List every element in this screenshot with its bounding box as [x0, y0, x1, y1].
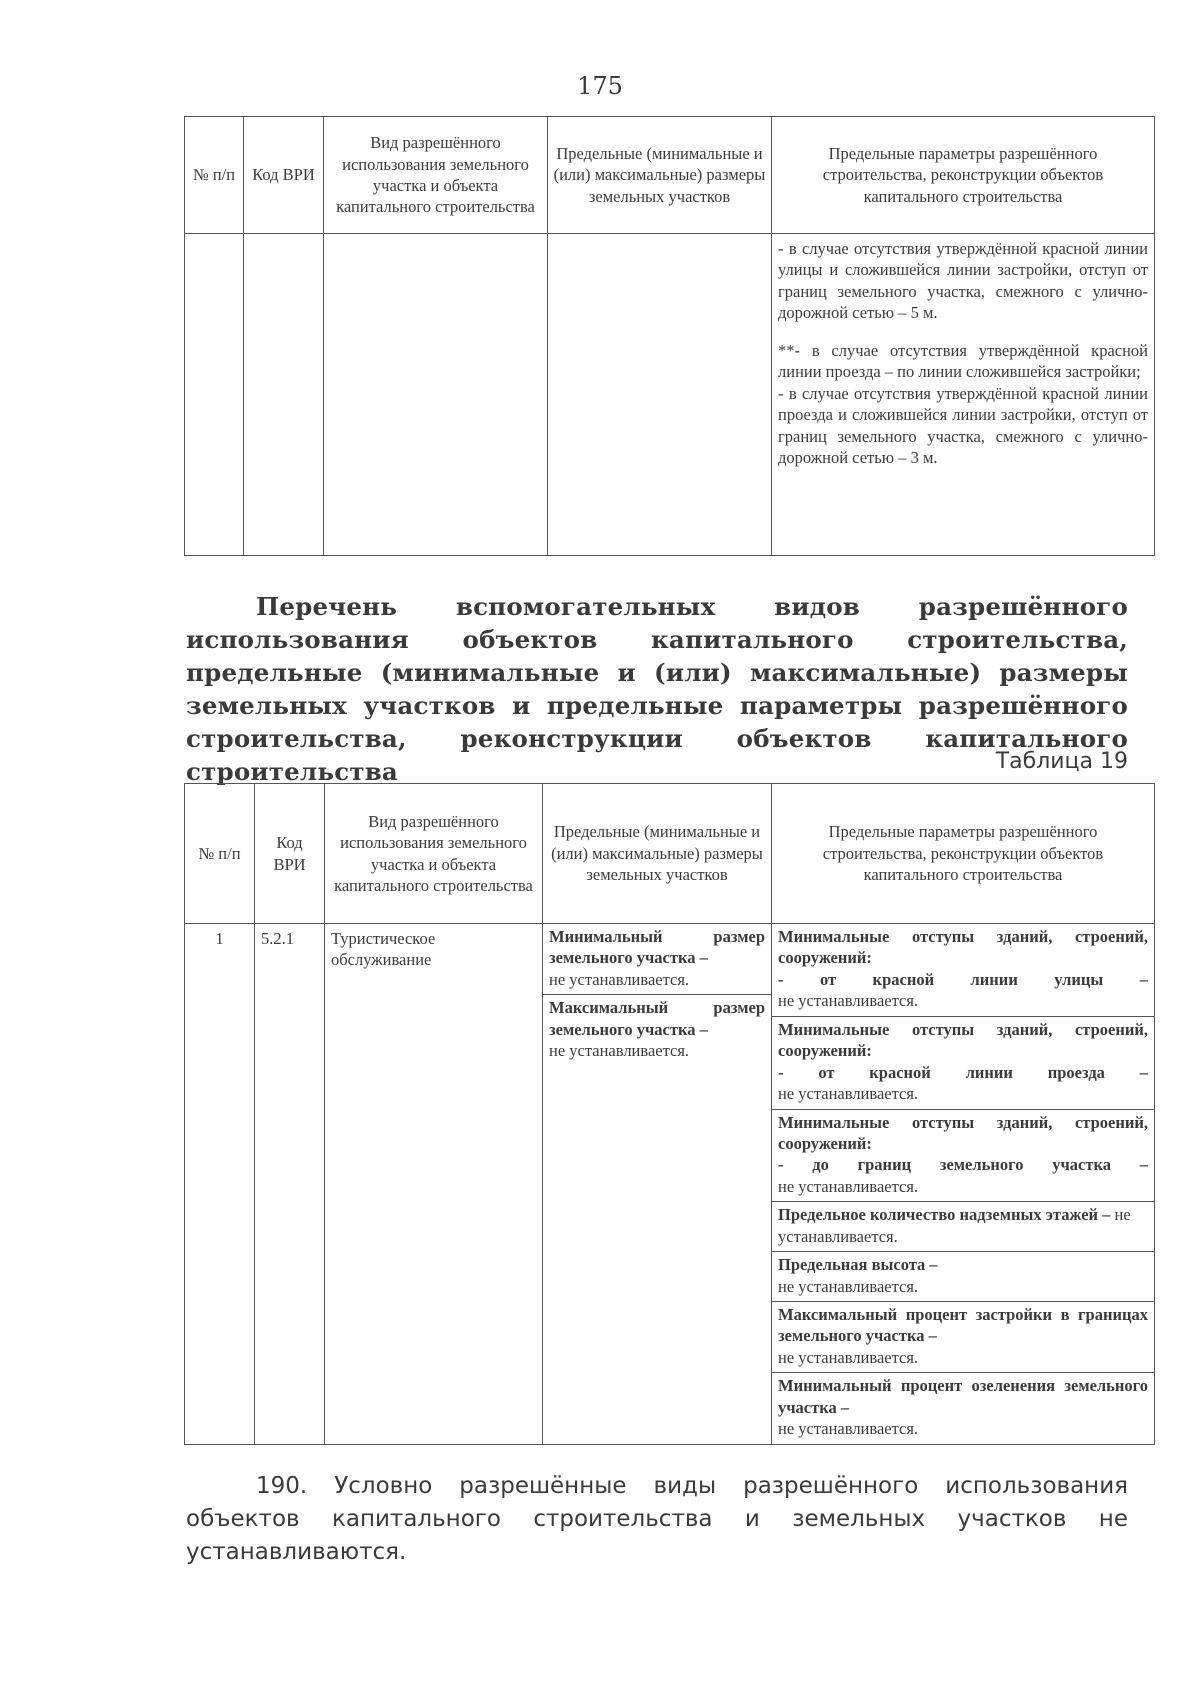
param-value: не устанавливается. — [778, 991, 919, 1011]
param-value: не устанавливается. — [778, 1347, 919, 1367]
param-value: не устанавливается. — [778, 1176, 919, 1196]
size-min-value: не устанавливается. — [549, 969, 690, 989]
param-value: не устанавливается. — [778, 1419, 919, 1439]
row-code: 5.2.1 — [255, 924, 325, 1445]
params-paragraph: - в случае отсутствия утверждённой красной линии улицы и сложившейся линии застройки, отступ от границ земельного участка, смежного с улично-дорожной сетью – 5 м. — [778, 239, 1148, 323]
row-kind: Туристическое обслуживание — [325, 924, 543, 1445]
param-label: Минимальный процент озеленения земельного участка – — [778, 1376, 1148, 1417]
param-value: не устанавливается. — [778, 1276, 919, 1296]
paragraph-190: 190. Условно разрешённые виды разрешённого использования объектов капитального строительства и земельных участков не устанавливаются. — [186, 1473, 1128, 1565]
cell-kind — [324, 234, 548, 556]
param-value: не устанавливается. — [778, 1205, 1131, 1246]
regulations-table-19 — [184, 783, 1155, 1445]
header-number: № п/п — [185, 117, 244, 234]
param-label: Предельная высота – — [778, 1255, 938, 1275]
row-number: 1 — [185, 924, 255, 1445]
cell-sizes — [548, 234, 772, 556]
table-label: Таблица 19 — [995, 749, 1128, 774]
params-paragraph: - в случае отсутствия утверждённой красной линии проезда и сложившейся линии застройки, отступ от границ земельного участка, смежного с улично-дорожной сетью – 3 м. — [778, 383, 1148, 467]
header-code: Код ВРИ — [255, 784, 325, 924]
param-label: Минимальные отступы зданий, строений, сооружений: — [778, 1019, 1148, 1061]
header-kind: Вид разрешённого использования земельного участка и объекта капитального строительства — [324, 117, 548, 234]
cell-number — [185, 234, 244, 556]
param-label: Минимальные отступы зданий, строений, сооружений: — [778, 1112, 1148, 1153]
header-kind: Вид разрешённого использования земельного участка и объекта капитального строительства — [325, 784, 543, 924]
param-label: Предельное количество надземных этажей – — [778, 1205, 1111, 1225]
cell-code — [244, 234, 324, 556]
size-min-label: Минимальный размер земельного участка – — [549, 927, 765, 968]
cell-params — [772, 234, 1155, 556]
row-params — [772, 924, 1155, 1445]
size-max-label: Максимальный размер земельного участка – — [549, 998, 765, 1039]
header-number: № п/п — [185, 784, 255, 924]
regulations-table-continued — [184, 116, 1155, 556]
header-code: Код ВРИ — [244, 117, 324, 234]
param-line: - от красной линии улицы – — [778, 969, 1148, 989]
param-line: - от красной линии проезда – — [778, 1062, 1148, 1082]
header-sizes: Предельные (минимальные и (или) максимальные) размеры земельных участков — [548, 117, 772, 234]
header-sizes: Предельные (минимальные и (или) максимальные) размеры земельных участков — [543, 784, 772, 924]
param-label: Максимальный процент застройки в границах земельного участка – — [778, 1305, 1148, 1346]
page-number: 175 — [577, 72, 623, 100]
row-sizes — [543, 924, 772, 1445]
param-value: не устанавливается. — [778, 1084, 919, 1104]
header-params: Предельные параметры разрешённого строительства, реконструкции объектов капитального строительства — [772, 784, 1155, 924]
param-line: - до границ земельного участка – — [778, 1155, 1148, 1175]
param-label: Минимальные отступы зданий, строений, сооружений: — [778, 927, 1148, 968]
header-params: Предельные параметры разрешённого строительства, реконструкции объектов капитального строительства — [772, 117, 1155, 234]
size-max-value: не устанавливается. — [549, 1041, 690, 1061]
section-title-text: Перечень вспомогательных видов разрешённого использования объектов капитального строительства, предельные (минимальные и (или) максимальные) размеры земельных участков и предельные параметры разрешённого строительства, реконструкции объектов капитального строительства — [186, 592, 1128, 786]
params-paragraph: **- в случае отсутствия утверждённой красной линии проезда – по линии сложившейся застройки; — [778, 340, 1148, 382]
